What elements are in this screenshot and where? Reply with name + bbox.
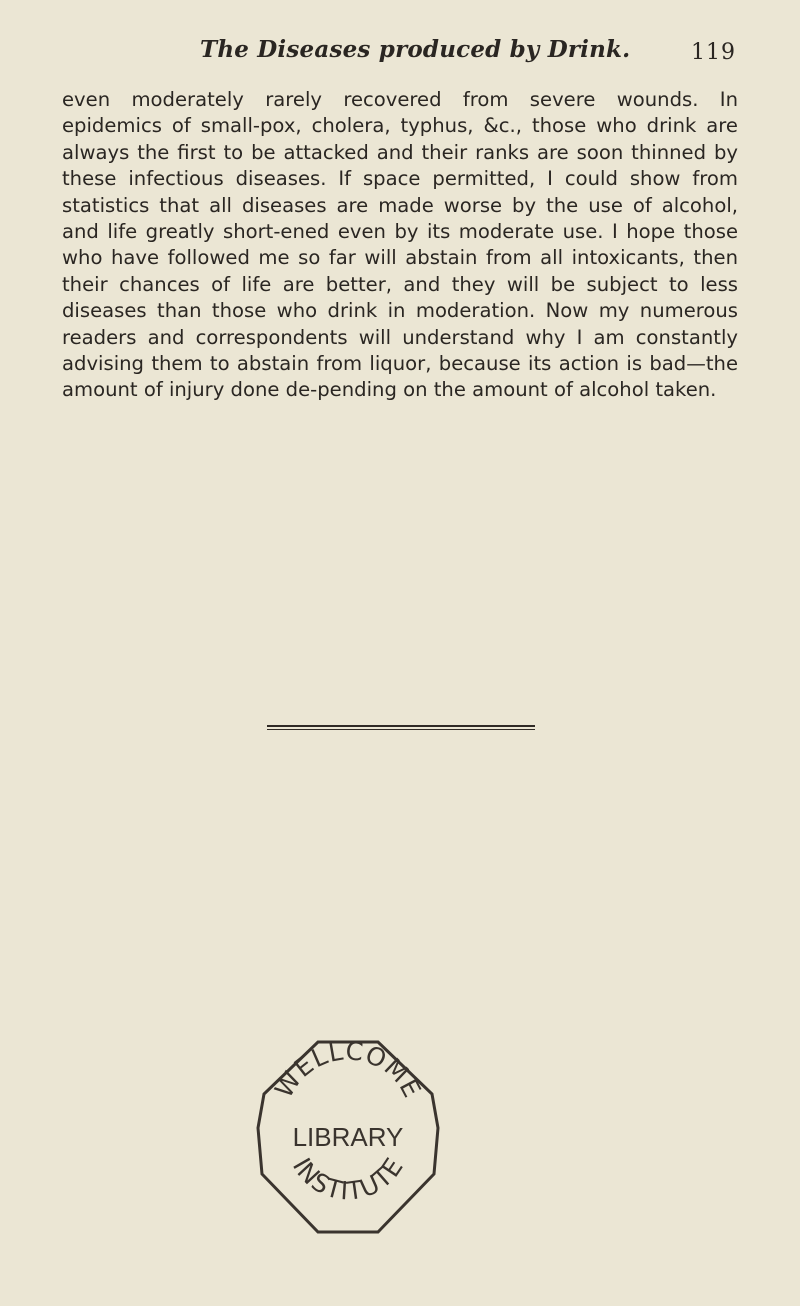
page-number: 119 — [691, 40, 736, 65]
running-title: The Diseases produced by Drink. — [200, 36, 631, 63]
stamp-center-text: LIBRARY — [292, 1122, 404, 1152]
running-head — [60, 36, 750, 76]
library-stamp — [248, 1024, 448, 1254]
library-stamp-graphic — [248, 1024, 448, 1254]
stamp-ring-top: WELLCOME — [269, 1036, 428, 1103]
section-rule-thick — [267, 725, 535, 727]
section-rule-thin — [267, 729, 535, 730]
body-paragraph: even moderately rarely recovered from severe wounds. In epidemics of small-pox, cholera, typhus, &c., those who drink are always the first to be attacked and their ranks are soon thinned by these infectious diseases. If space permitted, I could show from statistics that all diseases are made worse by the use of alcohol, and life greatly short-ened even by its moderate use. I hope those who have followed me so far will abstain from all intoxicants, then their chances of life are better, and they will be subject to less diseases than those who drink in moderation. Now my numerous readers and correspondents will understand why I am constantly advising them to abstain from liquor, because its action is bad—the amount of injury done de-pending on the amount of alcohol taken. — [62, 88, 738, 402]
stamp-ring-bottom: INSTITUTE — [286, 1152, 410, 1206]
